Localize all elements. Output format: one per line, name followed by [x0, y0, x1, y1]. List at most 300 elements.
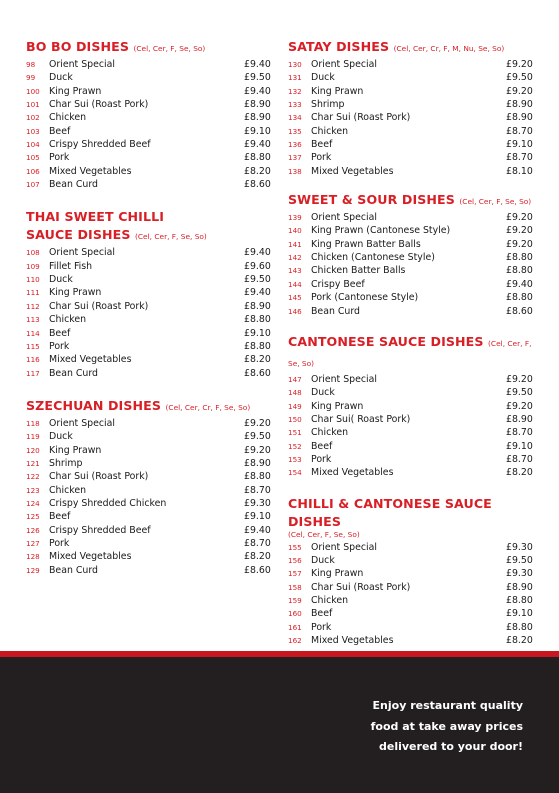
dish-row: [26, 430, 271, 443]
dish-name: Duck: [311, 72, 335, 84]
dish-name: Chicken: [311, 125, 349, 137]
footer-tagline: [323, 696, 523, 758]
section-title: [288, 495, 533, 531]
dish-price: £8.60: [244, 564, 271, 576]
dish-price: £9.20: [244, 444, 271, 456]
dish-name: Orient Special: [49, 247, 115, 259]
dish-number: 141: [288, 239, 302, 249]
dish-number: 98: [26, 60, 36, 69]
dish-name: Chicken: [311, 427, 349, 439]
dish-row: [288, 291, 533, 304]
dish-number: 130: [288, 60, 302, 69]
dish-name: Char Sui (Roast Pork): [49, 471, 149, 483]
dish-price: £9.20: [506, 59, 533, 70]
dish-number: 152: [288, 441, 302, 451]
menu-section: [26, 38, 271, 191]
dish-name: King Prawn: [311, 568, 364, 580]
dish-list: [288, 211, 533, 318]
dish-name: Crispy Shredded Beef: [49, 139, 151, 151]
dish-number: 108: [26, 248, 40, 258]
dish-row: [288, 238, 533, 251]
dish-row: [288, 607, 533, 620]
dish-row: [288, 125, 533, 138]
dish-number: 133: [288, 100, 302, 110]
dish-price: £8.80: [506, 292, 533, 304]
dish-name: Orient Special: [311, 59, 377, 70]
dish-row: [288, 85, 533, 98]
dish-number: 158: [288, 582, 302, 592]
dish-number: 103: [26, 126, 40, 136]
dish-number: 107: [26, 180, 40, 190]
dish-list: [288, 373, 533, 480]
dish-row: [26, 286, 271, 299]
dish-price: £9.50: [506, 72, 533, 84]
menu-section: [288, 191, 533, 318]
dish-number: 145: [288, 293, 302, 303]
dish-row: [288, 138, 533, 151]
dish-name: Crispy Beef: [311, 278, 365, 290]
dish-price: £8.20: [506, 635, 533, 646]
section-title-text: SZECHUAN DISHES: [26, 397, 162, 413]
dish-row: [288, 71, 533, 84]
allergen-list: (Cel, Cer, F, Se, So): [133, 44, 206, 53]
dish-row: [288, 413, 533, 426]
dish-row: [26, 497, 271, 510]
dish-price: £8.90: [506, 99, 533, 111]
dish-row: [26, 327, 271, 340]
dish-price: £8.80: [506, 594, 533, 606]
dish-price: £9.50: [506, 387, 533, 399]
dish-name: Beef: [49, 327, 71, 339]
menu-section: [288, 495, 533, 648]
dish-name: King Prawn: [49, 287, 102, 299]
dish-name: Duck: [311, 387, 335, 399]
dish-row: [26, 71, 271, 84]
dish-row: [26, 165, 271, 178]
dish-price: £9.10: [506, 608, 533, 620]
tagline-line: Enjoy restaurant quality: [372, 699, 523, 712]
dish-number: 100: [26, 86, 40, 96]
section-title: [26, 397, 271, 417]
dish-row: [288, 211, 533, 224]
dish-price: £9.10: [244, 511, 271, 523]
dish-row: [288, 567, 533, 580]
dish-number: 127: [26, 538, 40, 548]
tagline-line: food at take away prices: [370, 719, 523, 733]
dish-name: King Prawn: [49, 444, 102, 456]
dish-row: [26, 537, 271, 550]
dish-name: Mixed Vegetables: [311, 467, 394, 479]
dish-row: [26, 125, 271, 138]
dish-name: Mixed Vegetables: [49, 165, 132, 177]
dish-row: [26, 246, 271, 259]
dish-number: 144: [288, 279, 302, 289]
section-title-text: CHILLI & CANTONESE SAUCE DISHES: [288, 495, 492, 529]
dish-number: 143: [288, 266, 302, 276]
dish-number: 129: [26, 565, 40, 575]
section-title: [288, 333, 533, 373]
dish-number: 136: [288, 140, 302, 150]
dish-number: 113: [26, 315, 40, 325]
dish-number: 154: [288, 468, 302, 478]
dish-row: [26, 273, 271, 286]
dish-name: Beef: [49, 511, 71, 523]
dish-row: [26, 564, 271, 577]
dish-row: [288, 373, 533, 386]
dish-price: £8.90: [244, 112, 271, 124]
dish-name: Orient Special: [311, 212, 377, 224]
dish-price: £9.10: [244, 327, 271, 339]
dish-number: 134: [288, 113, 302, 123]
dish-name: Bean Curd: [311, 305, 360, 317]
dish-price: £9.60: [244, 260, 271, 272]
dish-number: 139: [288, 213, 302, 223]
dish-number: 156: [288, 555, 302, 565]
dish-name: Chicken: [311, 594, 349, 606]
dish-name: Crispy Shredded Chicken: [49, 497, 167, 509]
dish-number: 128: [26, 552, 40, 562]
dish-price: £9.20: [506, 85, 533, 97]
dish-price: £9.20: [506, 373, 533, 385]
dish-number: 109: [26, 261, 40, 271]
dish-row: [288, 278, 533, 291]
section-title-text: BO BO DISHES: [26, 39, 130, 54]
menu-section: [288, 333, 533, 480]
dish-price: £8.70: [244, 484, 271, 496]
dish-row: [288, 581, 533, 594]
dish-row: [288, 151, 533, 164]
allergen-list: (Cel, Cer, F, Se, So): [288, 338, 532, 368]
dish-number: 112: [26, 301, 40, 311]
dish-name: Bean Curd: [49, 179, 98, 191]
dish-name: Chicken (Cantonese Style): [311, 252, 435, 264]
dish-row: [288, 224, 533, 237]
dish-name: Pork (Cantonese Style): [311, 292, 419, 304]
dish-number: 106: [26, 166, 40, 176]
dish-price: £9.40: [244, 59, 271, 70]
dish-number: 150: [288, 414, 302, 424]
dish-price: £9.30: [506, 541, 533, 553]
dish-price: £9.10: [244, 125, 271, 137]
dish-name: Char Sui( Roast Pork): [311, 413, 411, 425]
dish-name: Shrimp: [49, 457, 83, 469]
dish-name: Beef: [311, 139, 333, 151]
dish-price: £8.80: [506, 621, 533, 633]
dish-row: [288, 541, 533, 554]
dish-number: 117: [26, 368, 40, 378]
dish-number: 104: [26, 140, 40, 150]
dish-row: [26, 85, 271, 98]
dish-row: [26, 417, 271, 430]
allergen-list: (Cel, Cer, Cr, F, M, Nu, Se, So): [393, 44, 505, 53]
allergen-list: (Cel, Cer, F, Se, So): [459, 197, 532, 207]
dish-name: Mixed Vegetables: [311, 635, 394, 646]
dish-price: £9.30: [244, 497, 271, 509]
dish-number: 146: [288, 306, 302, 316]
dish-price: £8.80: [506, 252, 533, 264]
dish-row: [288, 453, 533, 466]
dish-number: 151: [288, 428, 302, 438]
dish-number: 160: [288, 609, 302, 619]
dish-row: [288, 251, 533, 264]
dish-row: [288, 466, 533, 479]
dish-row: [288, 440, 533, 453]
dish-price: £9.50: [244, 72, 271, 84]
dish-row: [26, 98, 271, 111]
dish-name: Shrimp: [311, 99, 345, 111]
dish-price: £8.80: [244, 152, 271, 164]
dish-price: £9.20: [506, 238, 533, 250]
dish-number: 137: [288, 153, 302, 163]
section-title-text: CANTONESE SAUCE DISHES: [288, 333, 484, 349]
dish-number: 157: [288, 569, 302, 579]
dish-number: 126: [26, 525, 40, 535]
section-title: [288, 191, 533, 211]
section-title-text: SAUCE DISHES: [26, 227, 131, 243]
dish-number: 132: [288, 86, 302, 96]
dish-number: 116: [26, 355, 40, 365]
dish-row: [288, 594, 533, 607]
dish-number: 123: [26, 485, 40, 495]
dish-number: 110: [26, 275, 40, 285]
dish-name: Mixed Vegetables: [49, 551, 132, 563]
dish-name: King Prawn: [311, 85, 364, 97]
section-title-text: SATAY DISHES: [288, 39, 390, 54]
dish-row: [26, 510, 271, 523]
dish-number: 149: [288, 401, 302, 411]
dish-price: £8.90: [244, 300, 271, 312]
allergen-list: (Cel, Cer, F, Se, So): [135, 232, 207, 242]
dish-price: £8.80: [244, 340, 271, 352]
dish-price: £8.20: [244, 354, 271, 366]
dish-name: Mixed Vegetables: [311, 165, 394, 177]
dish-price: £8.70: [506, 125, 533, 137]
dish-list: [26, 58, 271, 191]
dish-number: 142: [288, 253, 302, 263]
dish-name: King Prawn Batter Balls: [311, 238, 421, 250]
dish-row: [288, 621, 533, 634]
dish-name: Bean Curd: [49, 564, 98, 576]
dish-row: [26, 300, 271, 313]
dish-row: [26, 484, 271, 497]
dish-number: 114: [26, 328, 40, 338]
dish-name: Char Sui (Roast Pork): [49, 300, 149, 312]
dish-row: [288, 58, 533, 71]
dish-price: £8.90: [506, 581, 533, 593]
dish-price: £9.50: [244, 431, 271, 443]
dish-name: Duck: [49, 72, 73, 84]
menu-section: [26, 397, 271, 577]
allergen-list: (Cel, Cer, F, Se, So): [288, 529, 360, 539]
dish-row: [26, 151, 271, 164]
dish-number: 120: [26, 445, 40, 455]
menu-column-right: [288, 38, 533, 647]
dish-number: 131: [288, 73, 302, 83]
dish-price: £8.70: [506, 427, 533, 439]
menu-section: [288, 38, 533, 178]
dish-name: Chicken: [49, 484, 87, 496]
dish-number: 101: [26, 100, 40, 110]
dish-number: 161: [288, 622, 302, 632]
dish-number: 121: [26, 458, 40, 468]
dish-row: [26, 353, 271, 366]
dish-name: Duck: [49, 274, 73, 286]
dish-row: [26, 178, 271, 191]
dish-name: Orient Special: [49, 59, 115, 70]
dish-row: [26, 444, 271, 457]
dish-price: £8.80: [244, 314, 271, 326]
dish-price: £8.80: [244, 471, 271, 483]
dish-number: 159: [288, 595, 302, 605]
dish-number: 99: [26, 73, 36, 83]
dish-price: £9.50: [244, 274, 271, 286]
dish-price: £8.60: [244, 367, 271, 379]
dish-number: 105: [26, 153, 40, 163]
dish-price: £8.70: [506, 453, 533, 465]
dish-price: £9.20: [506, 225, 533, 237]
dish-price: £8.60: [244, 179, 271, 191]
dish-number: 140: [288, 226, 302, 236]
dish-row: [288, 165, 533, 178]
dish-price: £8.60: [506, 305, 533, 317]
dish-name: Pork: [49, 537, 70, 549]
dish-name: Pork: [311, 453, 332, 465]
dish-name: Orient Special: [49, 417, 115, 429]
dish-price: £8.90: [506, 112, 533, 124]
dish-price: £8.20: [244, 551, 271, 563]
dish-name: Chicken Batter Balls: [311, 265, 406, 277]
dish-number: 115: [26, 341, 40, 351]
dish-price: £9.40: [244, 85, 271, 97]
dish-price: £8.10: [506, 165, 533, 177]
dish-name: Beef: [49, 125, 71, 137]
dish-row: [26, 457, 271, 470]
dish-price: £8.90: [506, 413, 533, 425]
dish-number: 111: [26, 288, 40, 298]
dish-price: £9.40: [244, 139, 271, 151]
dish-row: [26, 550, 271, 563]
dish-number: 138: [288, 166, 302, 176]
section-title: [26, 38, 271, 58]
dish-row: [288, 111, 533, 124]
dish-name: Bean Curd: [49, 367, 98, 379]
dish-row: [288, 634, 533, 647]
dish-row: [26, 470, 271, 483]
dish-name: Char Sui (Roast Pork): [311, 581, 411, 593]
dish-list: [288, 58, 533, 178]
dish-name: Chicken: [49, 314, 87, 326]
dish-price: £8.20: [244, 165, 271, 177]
dish-name: Mixed Vegetables: [49, 354, 132, 366]
dish-row: [26, 260, 271, 273]
dish-name: Duck: [49, 431, 73, 443]
dish-price: £9.20: [506, 212, 533, 224]
menu-section: [26, 208, 271, 379]
section-title-text: SWEET & SOUR DISHES: [288, 192, 455, 208]
dish-price: £8.20: [506, 467, 533, 479]
dish-price: £8.80: [506, 265, 533, 277]
dish-price: £9.50: [506, 554, 533, 566]
dish-name: King Prawn: [311, 400, 364, 412]
dish-number: 135: [288, 126, 302, 136]
dish-name: Chicken: [49, 112, 87, 124]
dish-number: 118: [26, 418, 40, 428]
dish-price: £9.40: [244, 287, 271, 299]
dish-price: £9.40: [244, 524, 271, 536]
section-title: [26, 226, 271, 246]
dish-name: Beef: [311, 608, 333, 620]
dish-price: £9.20: [506, 400, 533, 412]
dish-number: 119: [26, 432, 40, 442]
dish-row: [26, 138, 271, 151]
dish-number: 162: [288, 636, 302, 645]
dish-list: [288, 541, 533, 648]
dish-number: 124: [26, 498, 40, 508]
dish-price: £8.70: [506, 152, 533, 164]
dish-name: Char Sui (Roast Pork): [311, 112, 411, 124]
dish-name: Fillet Fish: [49, 260, 93, 272]
dish-name: Pork: [49, 152, 70, 164]
dish-row: [26, 111, 271, 124]
dish-name: Char Sui (Roast Pork): [49, 99, 149, 111]
dish-name: Pork: [311, 621, 332, 633]
dish-number: 102: [26, 113, 40, 123]
dish-name: Duck: [311, 554, 335, 566]
allergen-list: (Cel, Cer, Cr, F, Se, So): [165, 402, 251, 412]
dish-row: [288, 386, 533, 399]
dish-row: [288, 98, 533, 111]
dish-number: 125: [26, 512, 40, 522]
dish-name: Beef: [311, 440, 333, 452]
dish-row: [288, 305, 533, 318]
dish-row: [26, 524, 271, 537]
dish-row: [288, 264, 533, 277]
dish-row: [288, 554, 533, 567]
dish-name: Orient Special: [311, 541, 377, 553]
dish-row: [26, 313, 271, 326]
dish-name: Crispy Shredded Beef: [49, 524, 151, 536]
dish-price: £9.30: [506, 568, 533, 580]
tagline-line: delivered to your door!: [379, 740, 523, 753]
dish-row: [26, 58, 271, 71]
dish-price: £9.10: [506, 440, 533, 452]
dish-row: [26, 340, 271, 353]
dish-row: [26, 367, 271, 380]
dish-price: £8.90: [244, 457, 271, 469]
dish-number: 148: [288, 388, 302, 398]
dish-list: [26, 246, 271, 379]
section-title: THAI SWEET CHILLI: [26, 209, 164, 225]
dish-name: King Prawn: [49, 85, 102, 97]
dish-name: Pork: [49, 340, 70, 352]
dish-row: [288, 400, 533, 413]
dish-number: 147: [288, 374, 302, 384]
section-title: [288, 38, 533, 58]
dish-number: 122: [26, 472, 40, 482]
dish-name: Orient Special: [311, 373, 377, 385]
dish-row: [288, 426, 533, 439]
dish-name: Pork: [311, 152, 332, 164]
menu-column-left: [26, 38, 271, 577]
dish-price: £9.10: [506, 139, 533, 151]
dish-price: £8.70: [244, 537, 271, 549]
dish-number: 153: [288, 454, 302, 464]
dish-name: King Prawn (Cantonese Style): [311, 225, 451, 237]
dish-list: [26, 417, 271, 577]
dish-price: £8.90: [244, 99, 271, 111]
dish-price: £9.40: [244, 247, 271, 259]
dish-price: £9.40: [506, 278, 533, 290]
